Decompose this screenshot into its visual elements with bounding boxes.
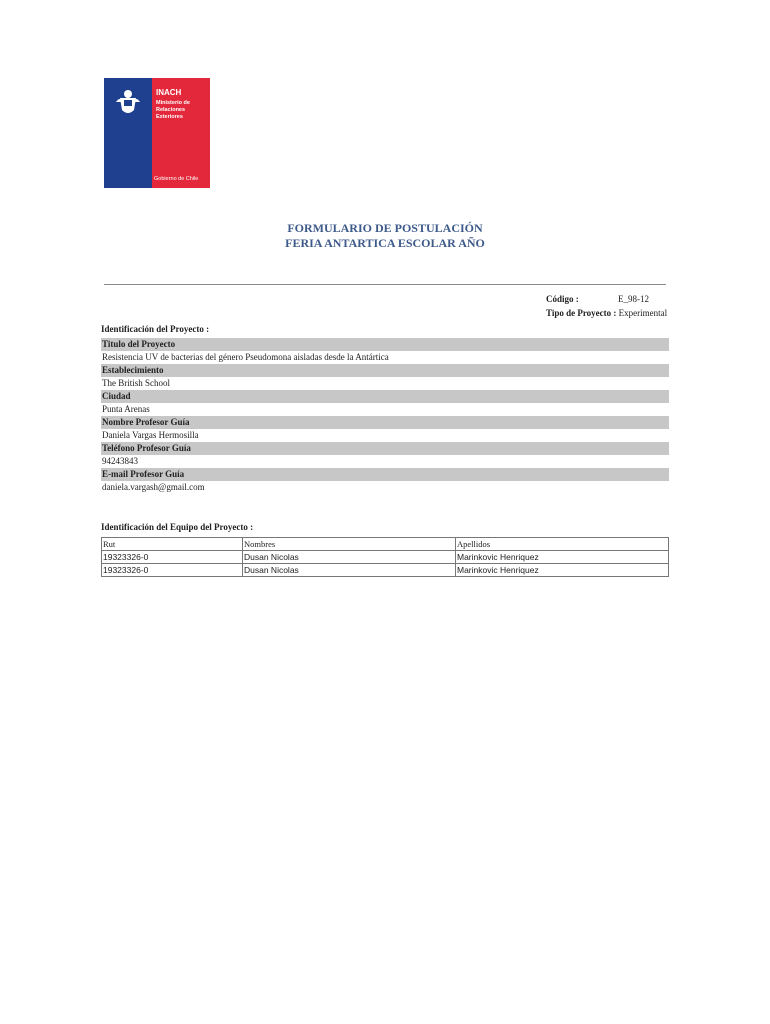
cell-rut: 19323326-0 — [102, 551, 243, 564]
field-value-email: daniela.vargash@gmail.com — [102, 482, 205, 492]
field-label-city: Ciudad — [101, 390, 669, 403]
form-title-line2: FERIA ANTARTICA ESCOLAR AÑO — [285, 236, 485, 250]
logo-name: INACH — [156, 88, 182, 97]
logo-ministry: Ministerio de Relaciones Exteriores — [156, 100, 190, 120]
table-row — [102, 551, 669, 564]
code-value: E_98-12 — [618, 294, 649, 304]
coat-of-arms-icon — [112, 86, 144, 118]
code-label: Código : — [546, 294, 579, 304]
cell-names: Dusan Nicolas — [243, 564, 456, 577]
cell-surnames: Marinkovic Henriquez — [456, 564, 669, 577]
team-header-row — [102, 538, 669, 551]
form-title-line1: FORMULARIO DE POSTULACIÓN — [287, 221, 483, 235]
field-label-school: Establecimiento — [101, 364, 669, 377]
team-heading: Identificación del Equipo del Proyecto : — [101, 522, 254, 532]
cell-surnames: Marinkovic Henriquez — [456, 551, 669, 564]
table-row — [102, 564, 669, 577]
column-header-rut: Rut — [102, 538, 243, 551]
divider — [104, 284, 666, 285]
project-section — [101, 324, 669, 494]
field-label-email: E-mail Profesor Guía — [101, 468, 669, 481]
column-header-surnames: Apellidos — [456, 538, 669, 551]
field-label-phone: Teléfono Profesor Guía — [101, 442, 669, 455]
project-type-label: Tipo de Proyecto : — [546, 308, 617, 318]
project-type-value: Experimental — [618, 308, 668, 318]
project-type — [546, 308, 667, 318]
field-value-phone: 94243843 — [102, 456, 138, 466]
logo-government: Gobierno de Chile — [154, 176, 199, 182]
field-value-school: The British School — [102, 378, 170, 388]
field-value-city: Punta Arenas — [102, 404, 150, 414]
field-label-teacher: Nombre Profesor Guía — [101, 416, 669, 429]
cell-rut: 19323326-0 — [102, 564, 243, 577]
field-value-title: Resistencia UV de bacterias del género Pseudomona aisladas desde la Antártica — [102, 352, 389, 362]
field-label-title: Titulo del Proyecto — [101, 338, 669, 351]
project-heading: Identificación del Proyecto : — [101, 324, 210, 334]
team-table — [101, 537, 669, 577]
cell-names: Dusan Nicolas — [243, 551, 456, 564]
inach-logo — [104, 78, 210, 188]
field-value-teacher: Daniela Vargas Hermosilla — [102, 430, 199, 440]
column-header-names: Nombres — [243, 538, 456, 551]
